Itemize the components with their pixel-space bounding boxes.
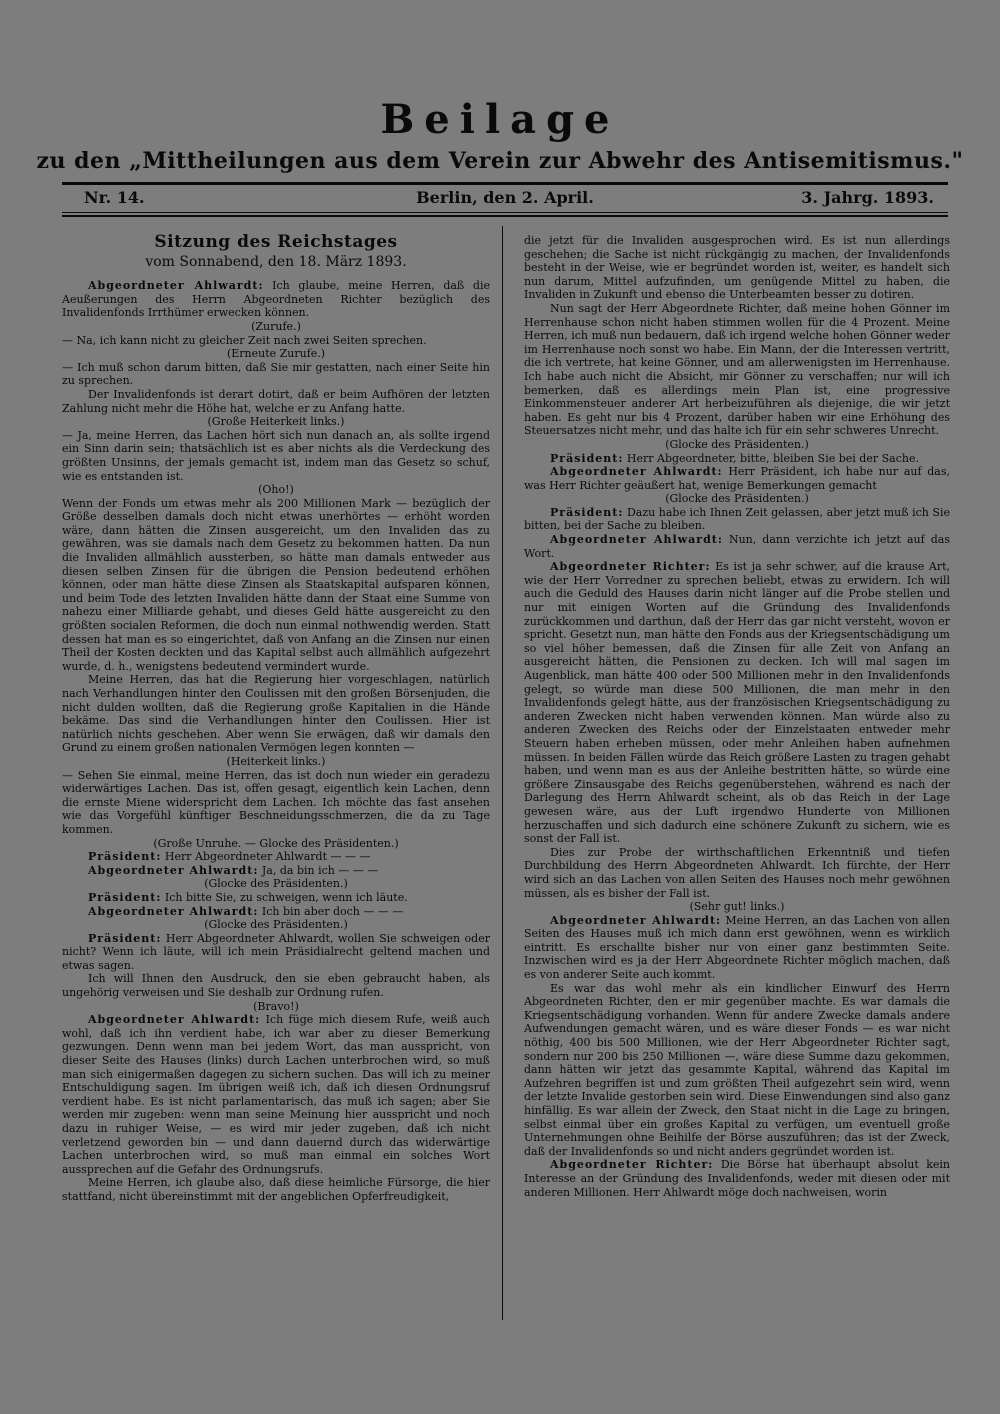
speech-paragraph bbox=[62, 850, 490, 864]
speaker-name: Abgeordneter Ahlwardt: bbox=[550, 465, 723, 479]
masthead-title: Beilage bbox=[380, 96, 620, 143]
issue-line bbox=[62, 188, 948, 210]
speech-paragraph bbox=[524, 452, 950, 466]
speech-paragraph bbox=[524, 465, 950, 492]
speech-text: Ich bin aber doch — — — bbox=[261, 904, 404, 918]
speaker-name: Präsident: bbox=[88, 931, 162, 945]
body-paragraph: Meine Herren, ich glaube also, daß diese heimliche Fürsorge, die hier stattfand, nicht übereinstimmt mit der angeblichen Opferfreudigkeit, bbox=[62, 1176, 490, 1203]
speaker-name: Präsident: bbox=[550, 451, 624, 465]
speech-text: Es ist ja sehr schwer, auf die krause Art, wie der Herr Vorredner zu sprechen beliebt, etwas zu erwidern. Ich will auch die Geduld des Hauses darin nicht länger auf die Probe stellen und nur mit einigen Worten auf die Gründung des Invalidenfonds zurückkommen und darthun, daß der Herr das gar nicht versteht, wovon er spricht. Gesetzt nun, man hätte den Fonds aus der Kriegsentschädigung um so viel höher bemessen, daß die Zinsen für alle Zeit von Anfang an ausgereicht hätten, die Pensionen zu decken. Ich will mal sagen im Augenblick, man hätte 400 oder 500 Millionen mehr in den Invalidenfonds gelegt, so würde man diese 500 Millionen, die man mehr in den Invalidenfonds gelegt hätte, aus der französischen Kriegsentschädigung zu anderen Zwecken nicht haben verwenden können. Man würde also zu anderen Zwecken des Reichs oder der Einzelstaaten entweder mehr Steuern haben erheben müssen, oder mehr Anleihen haben aufnehmen müssen. In beiden Fällen würde das Reich größere Lasten zu tragen gehabt haben, und wenn man es aus der Anleihe bestritten hätte, so würde eine größere Zinsausgabe des Reichs gegenüberstehen, während es nach der Darlegung des Herrn Ahlwardt scheint, als ob das Reich in der Lage gewesen wäre, aus der Luft irgendwo Hunderte von Millionen herzuschaffen und sich dadurch eine schönere Zukunft zu sichern, wie es sonst der Fall ist. bbox=[524, 560, 950, 846]
speaker-name: Abgeordneter Richter: bbox=[550, 1158, 714, 1172]
speech-text: Herr Präsident, ich habe nur auf das, was Herr Richter geäußert hat, wenige Bemerkungen gemacht bbox=[524, 465, 950, 492]
speech-text: Ich glaube, meine Herren, daß die Aeußerungen des Herrn Abgeordneten Richter bezüglich des Invalidenfonds Irrthümer erwecken können. bbox=[62, 279, 490, 320]
speech-paragraph bbox=[62, 891, 490, 905]
body-paragraph: Der Invalidenfonds ist derart dotirt, daß er beim Aufhören der letzten Zahlung nicht mehr die Höhe hat, welche er zu Anfang hatte. bbox=[62, 387, 490, 415]
speech-text: Herr Abgeordneter Ahlwardt, wollen Sie schweigen oder nicht? Wenn ich läute, will ich mein Präsidialrecht geltend machen und etwas sagen. bbox=[62, 931, 490, 972]
body-paragraph: — Sehen Sie einmal, meine Herren, das ist doch nun wieder ein geradezu widerwärtiges Lachen. Das ist, offen gesagt, eigentlich kein Lachen, denn die ernste Miene widerspricht dem Lachen. Ich möchte das fast ansehen wie das Vorgefühl künftiger Beschneidungsschmerzen, die da zu Tage kommen. bbox=[62, 768, 490, 836]
stage-note: (Zurufe.) bbox=[251, 319, 301, 333]
speech-text: Meine Herren, an das Lachen von allen Seiten des Hauses muß ich mich dann erst gewöhnen, wenn es wirklich eintritt. Es erschallte bisher nur von einer ganz bestimmten Seite. Inzwischen wird es ja der Herr Abgeordnete Richter möglich machen, daß es von anderer Seite auch kommt. bbox=[524, 913, 950, 982]
column-divider bbox=[502, 226, 503, 1320]
right-column bbox=[524, 234, 950, 1318]
speaker-name: Präsident: bbox=[550, 505, 624, 519]
speech-text: Ich bitte Sie, zu schweigen, wenn ich läute. bbox=[164, 890, 408, 904]
speech-paragraph bbox=[524, 506, 950, 533]
speech-text: Die Börse hat überhaupt absolut kein Interesse an der Gründung des Invalidenfonds, weder mit diesen oder mit anderen Millionen. Herr Ahlwardt möge doch nachweisen, worin bbox=[524, 1158, 950, 1199]
body-paragraph: — Na, ich kann nicht zu gleicher Zeit nach zwei Seiten sprechen. bbox=[62, 333, 427, 347]
stage-note: (Große Unruhe. — Glocke des Präsidenten.) bbox=[153, 836, 399, 850]
body-paragraph: — Ja, meine Herren, das Lachen hört sich nun danach an, als sollte irgend ein Sinn darin sein; thatsächlich ist es aber nichts als die Verdeckung des größten Unsinns, der jemals gemacht ist, indem man das Gesetz so schuf, wie es entstanden ist. bbox=[62, 428, 490, 483]
stage-note: (Glocke des Präsidenten.) bbox=[204, 877, 348, 891]
stage-note: (Sehr gut! links.) bbox=[689, 900, 785, 914]
speaker-name: Abgeordneter Ahlwardt: bbox=[550, 533, 723, 547]
speech-paragraph bbox=[62, 864, 490, 878]
left-column-body bbox=[62, 279, 490, 1203]
stage-note: (Bravo!) bbox=[253, 999, 299, 1013]
body-paragraph: Es war das wohl mehr als ein kindlicher Einwurf des Herrn Abgeordneten Richter, den er mir gegenüber machte. Es war damals die Kriegsentschädigung vorhanden. Wenn für andere Zwecke damals andere Aufwendungen gemacht wären, und es wäre dieser Fonds — es war nicht nöthig, 400 bis 500 Millionen, wie der Herr Abgeordneter Richter sagt, sondern nur 200 bis 250 Millionen —, wäre diese Summe dazu gekommen, dann hätten wir jetzt das gesammte Kapital, während das Kapital im Aufzehren begriffen ist und zum größten Theil aufgezehrt sein wird, wenn der letzte Invalide gestorben sein wird. Diese Einwendungen sind also ganz hinfällig. Es war allein der Zweck, den Staat nicht in die Lage zu bringen, selbst einmal über ein großes Kapital zu verfügen, um eventuell große Unternehmungen ohne Beihilfe der Börse auszuführen; das ist der Zweck, daß der Invalidenfonds so und nicht anders gegründet worden ist. bbox=[524, 981, 950, 1158]
header-rule-top bbox=[62, 182, 948, 185]
speech-text: Ja, da bin ich — — — bbox=[261, 863, 379, 877]
article-subtitle: vom Sonnabend, den 18. März 1893. bbox=[145, 253, 407, 270]
header-rule-bottom-thick bbox=[62, 215, 948, 217]
speaker-name: Abgeordneter Ahlwardt: bbox=[550, 913, 722, 927]
speech-paragraph bbox=[524, 914, 950, 982]
speaker-name: Abgeordneter Ahlwardt: bbox=[88, 1013, 261, 1027]
article-title: Sitzung des Reichstages bbox=[154, 234, 398, 252]
speech-paragraph bbox=[524, 560, 950, 845]
speech-paragraph bbox=[62, 279, 490, 320]
left-column bbox=[62, 234, 490, 1318]
speech-paragraph bbox=[62, 932, 490, 973]
speech-text: Herr Abgeordneter, bitte, bleiben Sie bei der Sache. bbox=[626, 451, 919, 465]
header-rule-bottom bbox=[62, 212, 948, 213]
body-paragraph: die jetzt für die Invaliden ausgesprochen wird. Es ist nun allerdings geschehen; die Sache ist nicht rückgängig zu machen, der Invalidenfonds besteht in der Weise, wie er begründet worden ist, weiter, es handelt sich nun darum, Mittel aufzufinden, um genügende Mittel zu haben, die Invaliden in Zukunft und ebenso die Unterbeamten besser zu dotiren. bbox=[524, 234, 950, 302]
speaker-name: Präsident: bbox=[88, 890, 162, 904]
masthead-subtitle: zu den „Mittheilungen aus dem Verein zur Abwehr des Antisemitismus." bbox=[36, 148, 964, 174]
stage-note: (Glocke des Präsidenten.) bbox=[665, 492, 809, 506]
speaker-name: Abgeordneter Ahlwardt: bbox=[88, 904, 259, 918]
speech-text: Dazu habe ich Ihnen Zeit gelassen, aber jetzt muß ich Sie bitten, bei der Sache zu bleiben. bbox=[524, 505, 950, 533]
issue-year: 3. Jahrg. 1893. bbox=[801, 188, 934, 207]
right-column-body bbox=[524, 234, 950, 1199]
stage-note: (Erneute Zurufe.) bbox=[226, 347, 326, 361]
speaker-name: Abgeordneter Ahlwardt: bbox=[88, 279, 264, 293]
speaker-name: Präsident: bbox=[88, 850, 162, 864]
body-paragraph: Wenn der Fonds um etwas mehr als 200 Millionen Mark — bezüglich der Größe desselben damals doch nicht etwas unerhörtes — erhöht worden wäre, dann hätten die Zinsen ausgereicht, um den Invaliden das zu gewähren, was sie damals nach dem Gesetz zu bekommen hatten. Da nun die Invaliden allmählich aussterben, so hätte man damals entweder aus diesen selben Zinsen für die übrigen die Pension bedeutend erhöhen können, oder man hätte diese Zinsen als Staatskapital aufsparen können, und beim Tode des letzten Invaliden hätte dann der Staat eine Summe von nahezu einer Milliarde gehabt, und dieses Geld hätte ausgereicht zu den größten socialen Reformen, die doch nun einmal nothwendig werden. Statt dessen hat man es so eingerichtet, daß von Anfang an die Zinsen nur einen Theil der Kosten deckten und das Kapital selbst auch allmählich aufgezehrt wurde, d. h., wenigstens bedeutend vermindert wurde. bbox=[62, 496, 490, 673]
speech-paragraph bbox=[524, 533, 950, 560]
body-paragraph: Nun sagt der Herr Abgeordnete Richter, daß meine hohen Gönner im Herrenhause schon nicht haben stimmen wollen für die 4 Prozent. Meine Herren, ich muß nun bedauern, daß ich irgend welche hohen Gönner weder im Herrenhause noch sonst wo habe. Ein Mann, der die Interessen vertritt, die ich vertrete, hat keine Gönner, und am allerwenigsten im Herrenhause. Ich habe auch nicht die Absicht, mir Gönner zu verschaffen; nur will ich bemerken, daß es allerdings mein Plan ist, eine progressive Einkommensteuer anderer Art herbeizuführen als diejenige, die wir jetzt haben. Es geht nur bis 4 Prozent, darüber haben wir eine Erhöhung des Steuersatzes nicht mehr, und das halte ich für ein sehr schweres Unrecht. bbox=[524, 301, 950, 438]
stage-note: (Glocke des Präsidenten.) bbox=[204, 918, 348, 932]
speech-text: Ich füge mich diesem Rufe, weiß auch wohl, daß ich ihn verdient habe, ich war aber zu dieser Bemerkung gezwungen. Denn wenn man bei jedem Wort, das man ausspricht, von dieser Seite des Hauses (links) durch Lachen unterbrochen wird, so muß man sich einigermaßen dagegen zu sichern suchen. Das will ich zu meiner Entschuldigung sagen. Im übrigen weiß ich, daß ich diesen Ordnungsruf verdient habe. Es ist nicht parlamentarisch, das muß ich sagen; aber Sie werden mir zugeben: wenn man seine Meinung hier ausspricht und noch dazu in ruhiger Weise, — es wird mir jeder zugeben, daß ich nicht verletzend geworden bin — und dann dauernd durch das widerwärtige Lachen unterbrochen wird, so muß man einmal ein solches Wort aussprechen auf die Gefahr des Ordnungsrufs. bbox=[62, 1013, 490, 1176]
body-paragraph: Meine Herren, das hat die Regierung hier vorgeschlagen, natürlich nach Verhandlungen hinter den Coulissen mit den großen Börsenjuden, die nicht dulden wollten, daß die Regierung große Kapitalien in die Hände bekäme. Das sind die Verhandlungen hinter den Coulissen. Hier ist natürlich nichts geschehen. Aber wenn Sie erwägen, daß wir damals den Grund zu einem großen nationalen Vermögen legen konnten — bbox=[62, 673, 490, 755]
stage-note: (Oho!) bbox=[258, 483, 294, 497]
issue-place-date: Berlin, den 2. April. bbox=[416, 188, 594, 207]
issue-number: Nr. 14. bbox=[84, 188, 145, 207]
speaker-name: Abgeordneter Ahlwardt: bbox=[88, 863, 259, 877]
stage-note: (Glocke des Präsidenten.) bbox=[665, 437, 809, 451]
stage-note: (Heiterkeit links.) bbox=[226, 754, 326, 768]
speaker-name: Abgeordneter Richter: bbox=[550, 560, 711, 574]
speech-paragraph bbox=[62, 1013, 490, 1176]
body-paragraph: — Ich muß schon darum bitten, daß Sie mir gestatten, nach einer Seite hin zu sprechen. bbox=[62, 360, 490, 388]
body-paragraph: Dies zur Probe der wirthschaftlichen Erkenntniß und tiefen Durchbildung des Herrn Abgeordneten Ahlwardt. Ich fürchte, der Herr wird sich an das Lachen von allen Seiten des Hauses noch mehr gewöhnen müssen, als es bisher der Fall ist. bbox=[524, 845, 950, 900]
stage-note: (Große Heiterkeit links.) bbox=[207, 415, 345, 429]
speech-paragraph bbox=[524, 1158, 950, 1199]
speech-text: Herr Abgeordneter Ahlwardt — — — bbox=[164, 850, 371, 864]
speech-text: Nun, dann verzichte ich jetzt auf das Wort. bbox=[524, 533, 950, 560]
speech-paragraph bbox=[62, 905, 490, 919]
body-paragraph: Ich will Ihnen den Ausdruck, den sie eben gebraucht haben, als ungehörig verweisen und Sie deshalb zur Ordnung rufen. bbox=[62, 972, 490, 1000]
